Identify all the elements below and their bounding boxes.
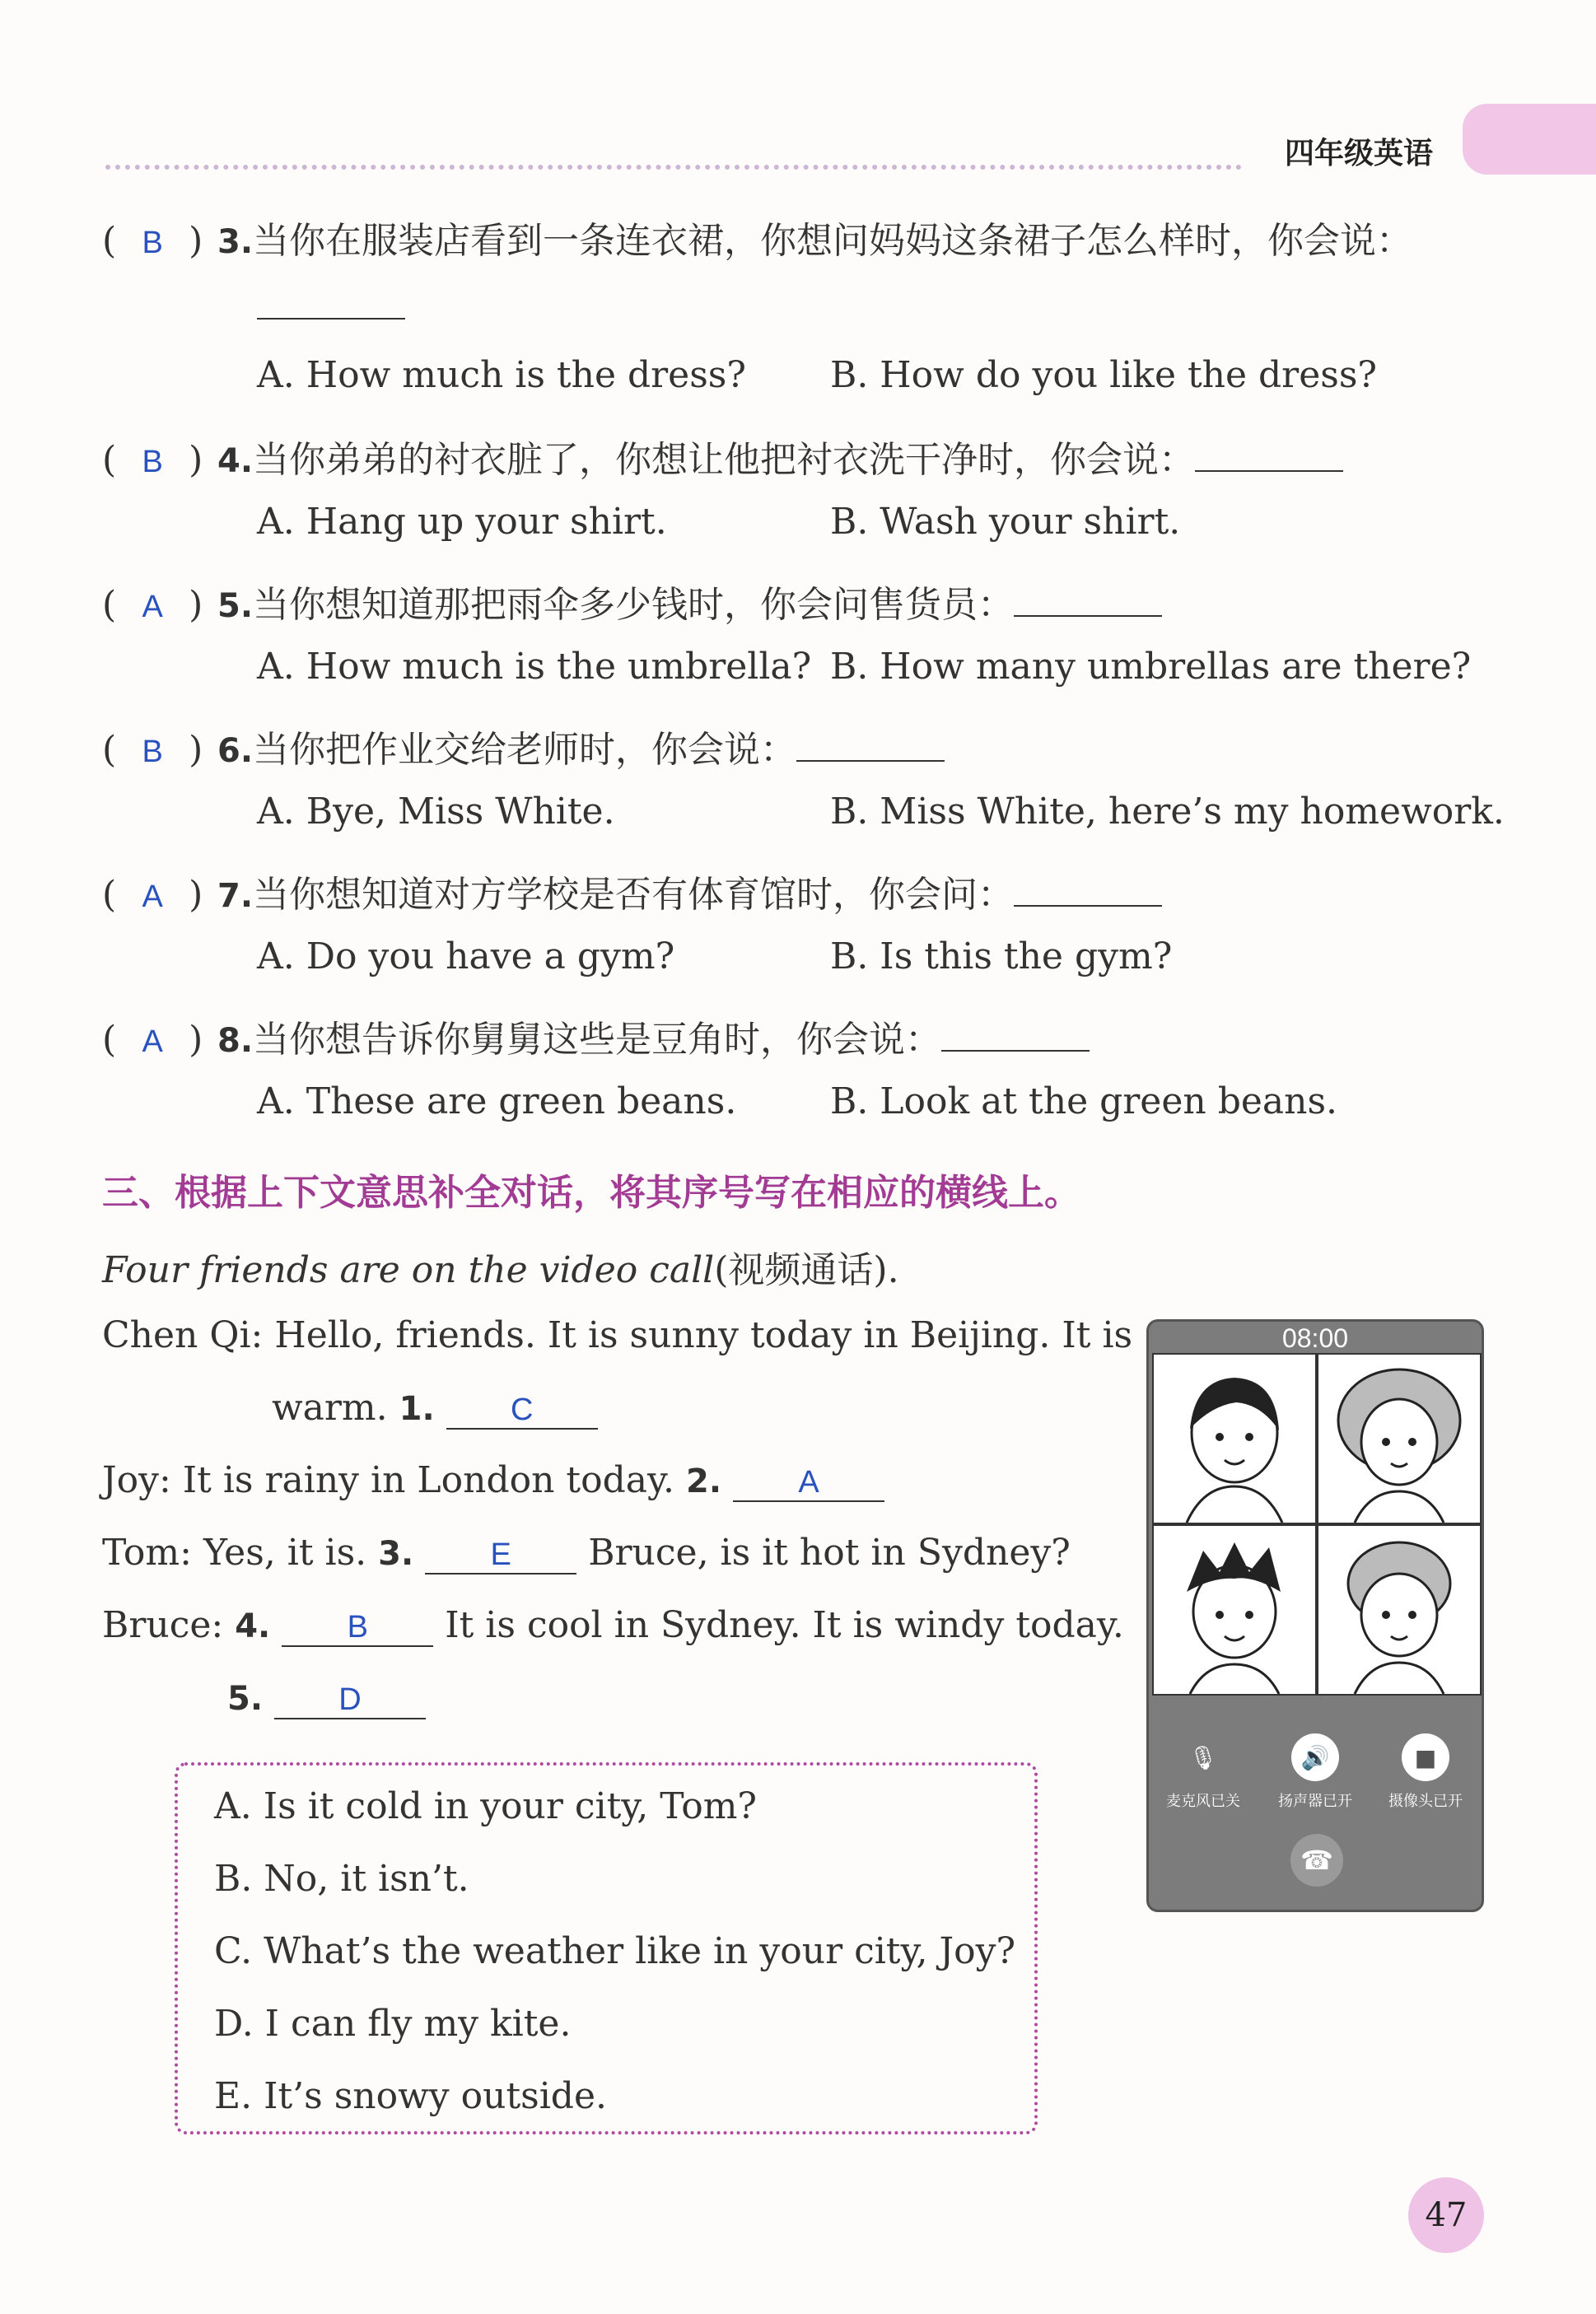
section-3-title: 三、根据上下文意思补全对话，将其序号写在相应的横线上。 <box>102 1172 1080 1214</box>
question-3-option-b: B. How do you like the dress? <box>830 354 1377 396</box>
section-3-intro: Four friends are on the video call(视频通话). <box>102 1249 899 1291</box>
blank-3: E <box>425 1537 576 1575</box>
question-8-option-a: A. These are green beans. <box>257 1080 737 1122</box>
dialog-line-4: Bruce: 4. B It is cool in Sydney. It is windy today. <box>102 1604 1124 1646</box>
question-3-text: 当你在服装店看到一条连衣裙，你想问妈妈这条裙子怎么样时，你会说： <box>253 220 1413 262</box>
speaker-control[interactable]: 🔊 扬声器已开 <box>1266 1733 1365 1811</box>
mic-control[interactable]: 🎙 麦克风已关 <box>1154 1733 1253 1811</box>
options-box <box>175 1762 1038 2134</box>
dialog-line-2: Joy: It is rainy in London today. 2. A <box>102 1459 884 1502</box>
camera-icon: ■ <box>1402 1733 1449 1781</box>
header-divider <box>105 165 1242 170</box>
hangup-button[interactable] <box>1290 1834 1343 1887</box>
question-7-option-b: B. Is this the gym? <box>830 935 1173 977</box>
caller-girl-tile <box>1152 1353 1317 1524</box>
video-call-phone <box>1146 1319 1484 1912</box>
mic-off-icon: 🎙 <box>1188 1743 1218 1771</box>
page-number: 47 <box>1408 2177 1484 2253</box>
answer-7: A <box>142 879 163 914</box>
question-5-option-a: A. How much is the umbrella? <box>257 646 812 688</box>
answer-6: B <box>142 735 163 769</box>
question-4-option-b: B. Wash your shirt. <box>830 501 1181 543</box>
question-6: ( B ) 6.当你把作业交给老师时，你会说： <box>102 720 945 772</box>
curly-avatar-icon <box>1318 1355 1480 1523</box>
caller-bruce-tile <box>1317 1524 1482 1696</box>
dialog-line-1b: warm. 1. C <box>272 1387 598 1430</box>
question-8-option-b: B. Look at the green beans. <box>830 1080 1338 1122</box>
option-e: E. It’s snowy outside. <box>214 2075 607 2117</box>
answer-4: B <box>142 445 163 479</box>
dialog-line-3: Tom: Yes, it is. 3. E Bruce, is it hot in Sydney? <box>102 1532 1071 1574</box>
phone-hangup-icon: ☎ <box>1300 1845 1333 1876</box>
header-tab <box>1463 104 1596 175</box>
option-d: D. I can fly my kite. <box>214 2003 572 2045</box>
question-8: ( A ) 8.当你想告诉你舅舅这些是豆角时，你会说： <box>102 1010 1090 1062</box>
blank-5: D <box>274 1682 426 1719</box>
option-c: C. What’s the weather like in your city, Joy? <box>214 1930 1016 1972</box>
bruce-avatar-icon <box>1318 1526 1480 1694</box>
blank-4: B <box>282 1610 433 1647</box>
option-b: B. No, it isn’t. <box>214 1858 469 1900</box>
blank-1: C <box>446 1393 598 1430</box>
question-5-option-b: B. How many umbrellas are there? <box>830 646 1472 688</box>
question-7: ( A ) 7.当你想知道对方学校是否有体育馆时，你会问： <box>102 865 1162 917</box>
dialog-line-5: 5. D <box>227 1677 426 1719</box>
answer-5: A <box>142 590 163 624</box>
question-6-option-a: A. Bye, Miss White. <box>257 791 615 833</box>
speaker-icon: 🔊 <box>1291 1733 1339 1781</box>
question-3-blank <box>257 285 405 329</box>
girl-avatar-icon <box>1154 1355 1315 1523</box>
question-3-option-a: A. How much is the dress? <box>257 354 746 396</box>
phone-time: 08:00 <box>1281 1323 1349 1353</box>
boy-avatar-icon <box>1154 1526 1315 1694</box>
dialog-line-1: Chen Qi: Hello, friends. It is sunny today in Beijing. It is <box>102 1314 1133 1356</box>
answer-3: B <box>142 226 163 260</box>
question-6-option-b: B. Miss White, here’s my homework. <box>830 791 1505 833</box>
question-7-option-a: A. Do you have a gym? <box>257 935 675 977</box>
option-a: A. Is it cold in your city, Tom? <box>214 1785 758 1827</box>
answer-8: A <box>142 1024 163 1059</box>
question-3: ( B ) 3.当你在服装店看到一条连衣裙，你想问妈妈这条裙子怎么样时，你会说： <box>102 220 1413 262</box>
blank-2: A <box>733 1465 884 1502</box>
camera-control[interactable]: ■ 摄像头已开 <box>1376 1733 1475 1811</box>
caller-curly-tile <box>1317 1353 1482 1524</box>
question-4-option-a: A. Hang up your shirt. <box>257 501 667 543</box>
header-title: 四年级英语 <box>1285 137 1434 170</box>
question-5: ( A ) 5.当你想知道那把雨伞多少钱时，你会问售货员： <box>102 575 1162 627</box>
caller-boy-tile <box>1152 1524 1317 1696</box>
question-4: ( B ) 4.当你弟弟的衬衣脏了，你想让他把衬衣洗干净时，你会说： <box>102 430 1343 483</box>
